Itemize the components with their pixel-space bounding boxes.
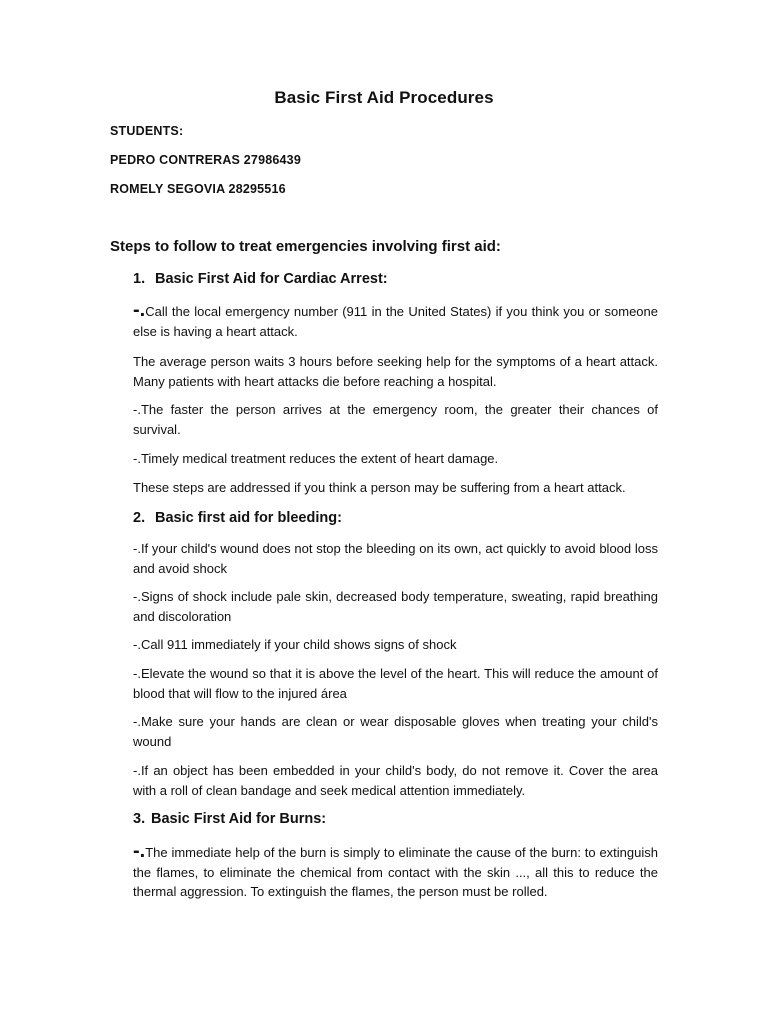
paragraph-text: Call the local emergency number (911 in the United States) if you think you or someone else is having a heart attack. (133, 304, 658, 339)
dash-marker: -. (133, 299, 146, 321)
student-name: PEDRO CONTRERAS 27986439 (110, 153, 301, 167)
section-number: 2. (133, 510, 146, 526)
section-title: Basic first aid for bleeding: (155, 510, 342, 526)
paragraph: The average person waits 3 hours before seeking help for the symptoms of a heart attack. Many patients with heart attacks die before reaching a hospital. (133, 354, 658, 389)
section-title: Basic First Aid for Burns: (151, 811, 327, 827)
paragraph: -.Timely medical treatment reduces the extent of heart damage. (133, 451, 499, 466)
dash-marker: -. (133, 840, 146, 862)
document-title: Basic First Aid Procedures (274, 88, 494, 107)
section-number: 1. (133, 271, 146, 287)
student-name: ROMELY SEGOVIA 28295516 (110, 182, 286, 196)
section-heading-bleeding (133, 510, 342, 526)
section-heading-cardiac-arrest (133, 271, 388, 287)
paragraph: -.Signs of shock include pale skin, decreased body temperature, sweating, rapid breathing and discoloration (133, 589, 658, 624)
section-number: 3. (133, 811, 146, 827)
paragraph: -.If an object has been embedded in your child's body, do not remove it. Cover the area with a roll of clean bandage and seek medical attention immediately. (133, 763, 658, 798)
paragraph: -.Make sure your hands are clean or wear disposable gloves when treating your child's wound (133, 714, 658, 749)
paragraph (133, 299, 658, 341)
paragraph: -.The faster the person arrives at the emergency room, the greater their chances of survival. (133, 402, 658, 437)
paragraph (133, 840, 658, 902)
intro-heading: Steps to follow to treat emergencies involving first aid: (110, 238, 501, 255)
paragraph: -.Call 911 immediately if your child shows signs of shock (133, 637, 457, 652)
section-title: Basic First Aid for Cardiac Arrest: (155, 271, 388, 287)
paragraph: These steps are addressed if you think a person may be suffering from a heart attack. (133, 480, 626, 495)
paragraph: -.Elevate the wound so that it is above the level of the heart. This will reduce the amount of blood that will flow to the injured área (133, 666, 658, 701)
section-heading-burns (133, 811, 326, 827)
students-label: STUDENTS: (110, 124, 184, 138)
paragraph-text: The immediate help of the burn is simply to eliminate the cause of the burn: to extinguish the flames, to eliminate the chemical from contact with the skin ..., all this to reduce the thermal aggression. To extinguish the flames, the person must be rolled. (133, 845, 658, 899)
paragraph: -.If your child's wound does not stop the bleeding on its own, act quickly to avoid blood loss and avoid shock (133, 541, 658, 576)
